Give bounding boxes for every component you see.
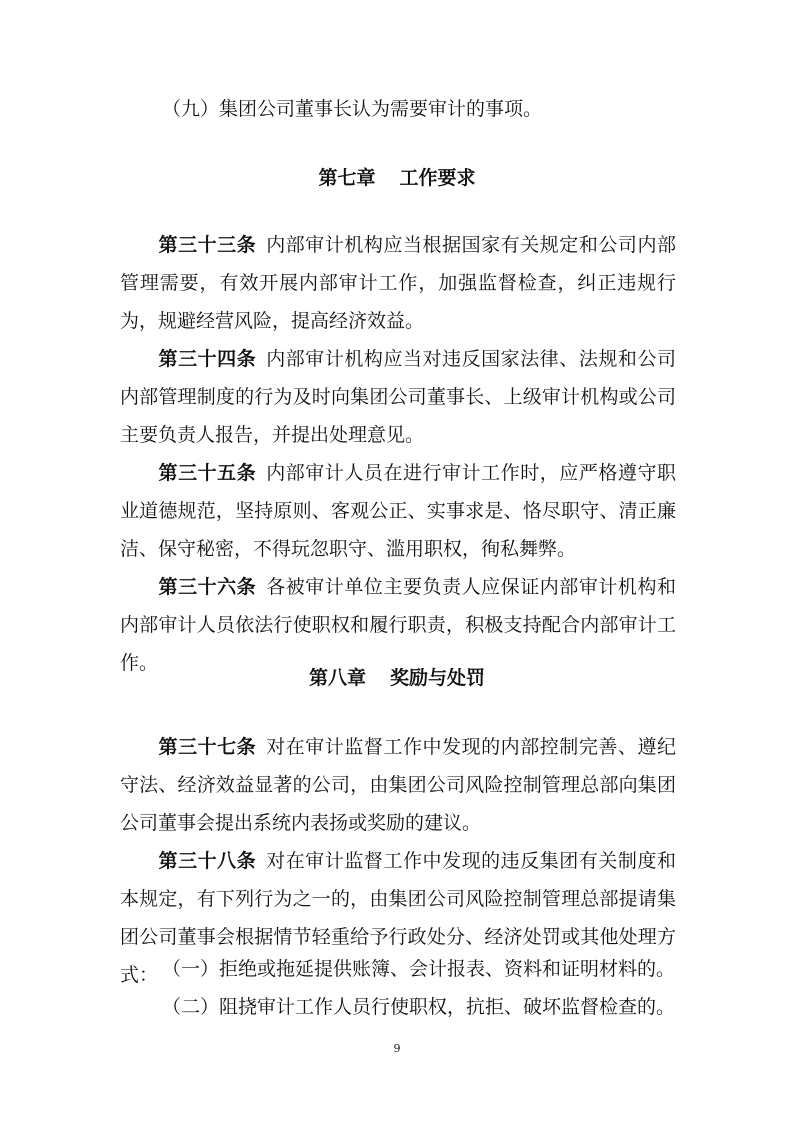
article-paragraph [120, 454, 676, 568]
list-item-nine: （九）集团公司董事长认为需要审计的事项。 [162, 98, 543, 120]
article-number: 第三十五条 [158, 462, 257, 484]
chapter-number: 第七章 [318, 167, 376, 189]
article-text: 内部审计机构应当对违反国家法律、法规和公司内部管理制度的行为及时向集团公司董事长、上级审计机构或公司主要负责人报告，并提出处理意见。 [120, 348, 676, 446]
article-text: 各被审计单位主要负责人应保证内部审计机构和内部审计人员依法行使职权和履行职责，积极支持配合内部审计工作。 [120, 576, 676, 674]
chapter-title: 工作要求 [399, 167, 476, 189]
chapter-heading-8 [0, 666, 794, 690]
article-number: 第三十八条 [158, 850, 257, 872]
article-text: 内部审计人员在进行审计工作时，应严格遵守职业道德规范，坚持原则、客观公正、实事求是、恪尽职守、清正廉洁、保守秘密，不得玩忽职守、滥用职权，徇私舞弊。 [120, 462, 676, 560]
article-paragraph [120, 226, 676, 340]
article-number: 第三十三条 [158, 234, 257, 256]
chapter-title: 奖励与处罚 [390, 667, 486, 689]
page-number: 9 [393, 1042, 401, 1055]
chapter-heading-7 [0, 166, 794, 190]
article-text: 对在审计监督工作中发现的内部控制完善、遵纪守法、经济效益显著的公司，由集团公司风险控制管理总部向集团公司董事会提出系统内表扬或奖励的建议。 [120, 736, 676, 834]
article-text: 内部审计机构应当根据国家有关规定和公司内部管理需要，有效开展内部审计工作，加强监督检查，纠正违规行为，规避经营风险，提高经济效益。 [120, 234, 676, 332]
article-number: 第三十六条 [158, 576, 257, 598]
article-number: 第三十七条 [158, 736, 257, 758]
article-text: 对在审计监督工作中发现的违反集团有关制度和本规定，有下列行为之一的，由集团公司风险控制管理总部提请集团公司董事会根据情节轻重给予行政处分、经济处罚或其他处理方式： [120, 850, 676, 986]
article-paragraph [120, 728, 676, 842]
list-item-two: （二）阻挠审计工作人员行使职权，抗拒、破坏监督检查的。 [162, 996, 676, 1018]
article-paragraph [120, 568, 676, 682]
chapter-number: 第八章 [308, 667, 366, 689]
list-item-one: （一）拒绝或拖延提供账簿、会计报表、资料和证明材料的。 [162, 958, 676, 980]
article-paragraph [120, 340, 676, 454]
article-number: 第三十四条 [158, 348, 257, 370]
